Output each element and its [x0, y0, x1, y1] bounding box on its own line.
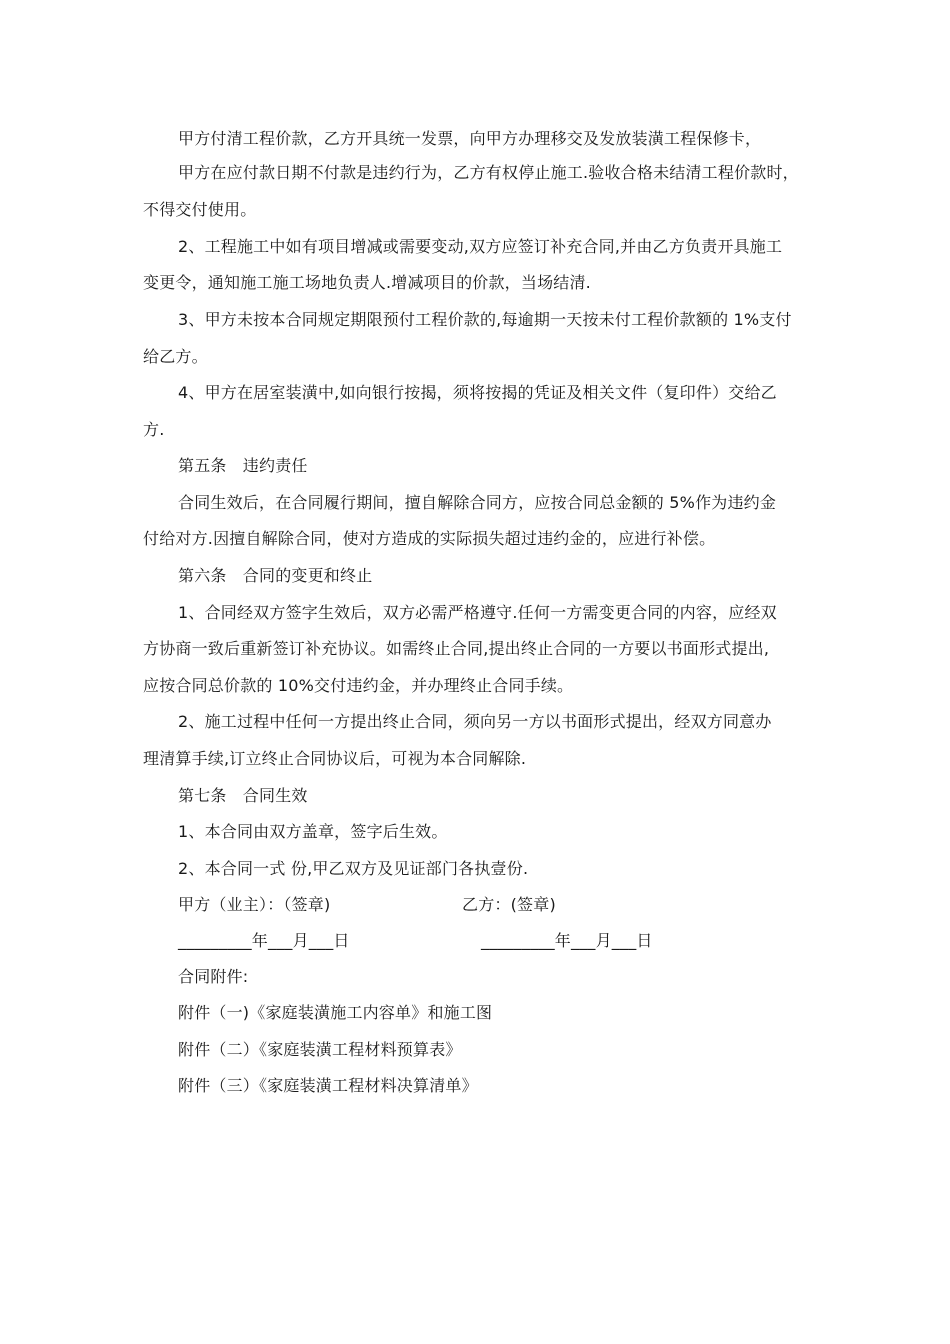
- paragraph-line: 2、施工过程中任何一方提出终止合同，须向另一方以书面形式提出，经双方同意办: [178, 712, 772, 731]
- paragraph-line: 甲方付清工程价款，乙方开具统一发票，向甲方办理移交及发放装潢工程保修卡，: [178, 129, 762, 148]
- paragraph-line: 方协商一致后重新签订补充协议。如需终止合同,提出终止合同的一方要以书面形式提出,: [143, 639, 770, 658]
- party-b-signature-label: 乙方：(签章): [462, 895, 556, 914]
- section-heading-5: 第五条 违约责任: [178, 456, 308, 475]
- paragraph-line: 方.: [143, 420, 165, 439]
- paragraph-line: 1、本合同由双方盖章，签字后生效。: [178, 822, 448, 841]
- paragraph-line: 2、本合同一式 份,甲乙双方及见证部门各执壹份.: [178, 859, 529, 878]
- paragraph-line: 1、合同经双方签字生效后，双方必需严格遵守.任何一方需变更合同的内容，应经双: [178, 603, 777, 622]
- attachment-item: 附件（二）《家庭装潢工程材料预算表》: [178, 1040, 462, 1059]
- party-a-signature-label: 甲方（业主）：（签章): [178, 895, 331, 914]
- section-heading-6: 第六条 合同的变更和终止: [178, 566, 373, 585]
- attachment-item: 附件（一)《家庭装潢施工内容单》和施工图: [178, 1003, 493, 1022]
- paragraph-line: 3、甲方未按本合同规定期限预付工程价款的,每逾期一天按未付工程价款额的 1%支付: [178, 310, 792, 329]
- party-b-date-line: _________年___月___日: [481, 931, 653, 950]
- paragraph-line: 2、工程施工中如有项目增减或需要变动,双方应签订补充合同,并由乙方负责开具施工: [178, 237, 783, 256]
- section-heading-7: 第七条 合同生效: [178, 786, 308, 805]
- paragraph-line: 给乙方。: [143, 347, 208, 366]
- paragraph-line: 理清算手续,订立终止合同协议后，可视为本合同解除.: [143, 749, 527, 768]
- attachment-item: 附件（三）《家庭装潢工程材料决算清单》: [178, 1076, 478, 1095]
- paragraph-line: 应按合同总价款的 10%交付违约金，并办理终止合同手续。: [143, 676, 574, 695]
- paragraph-line: 付给对方.因擅自解除合同，使对方造成的实际损失超过违约金的，应进行补偿。: [143, 529, 716, 548]
- paragraph-line: 甲方在应付款日期不付款是违约行为，乙方有权停止施工.验收合格未结清工程价款时，: [178, 163, 799, 182]
- paragraph-line: 合同生效后，在合同履行期间，擅自解除合同方，应按合同总金额的 5%作为违约金: [178, 493, 777, 512]
- paragraph-line: 不得交付使用。: [143, 200, 257, 219]
- attachments-heading: 合同附件:: [178, 967, 249, 986]
- paragraph-line: 4、甲方在居室装潢中,如向银行按揭，须将按揭的凭证及相关文件（复印件）交给乙: [178, 383, 777, 402]
- party-a-date-line: _________年___月___日: [178, 931, 350, 950]
- paragraph-line: 变更令，通知施工施工场地负责人.增减项目的价款，当场结清.: [143, 273, 591, 292]
